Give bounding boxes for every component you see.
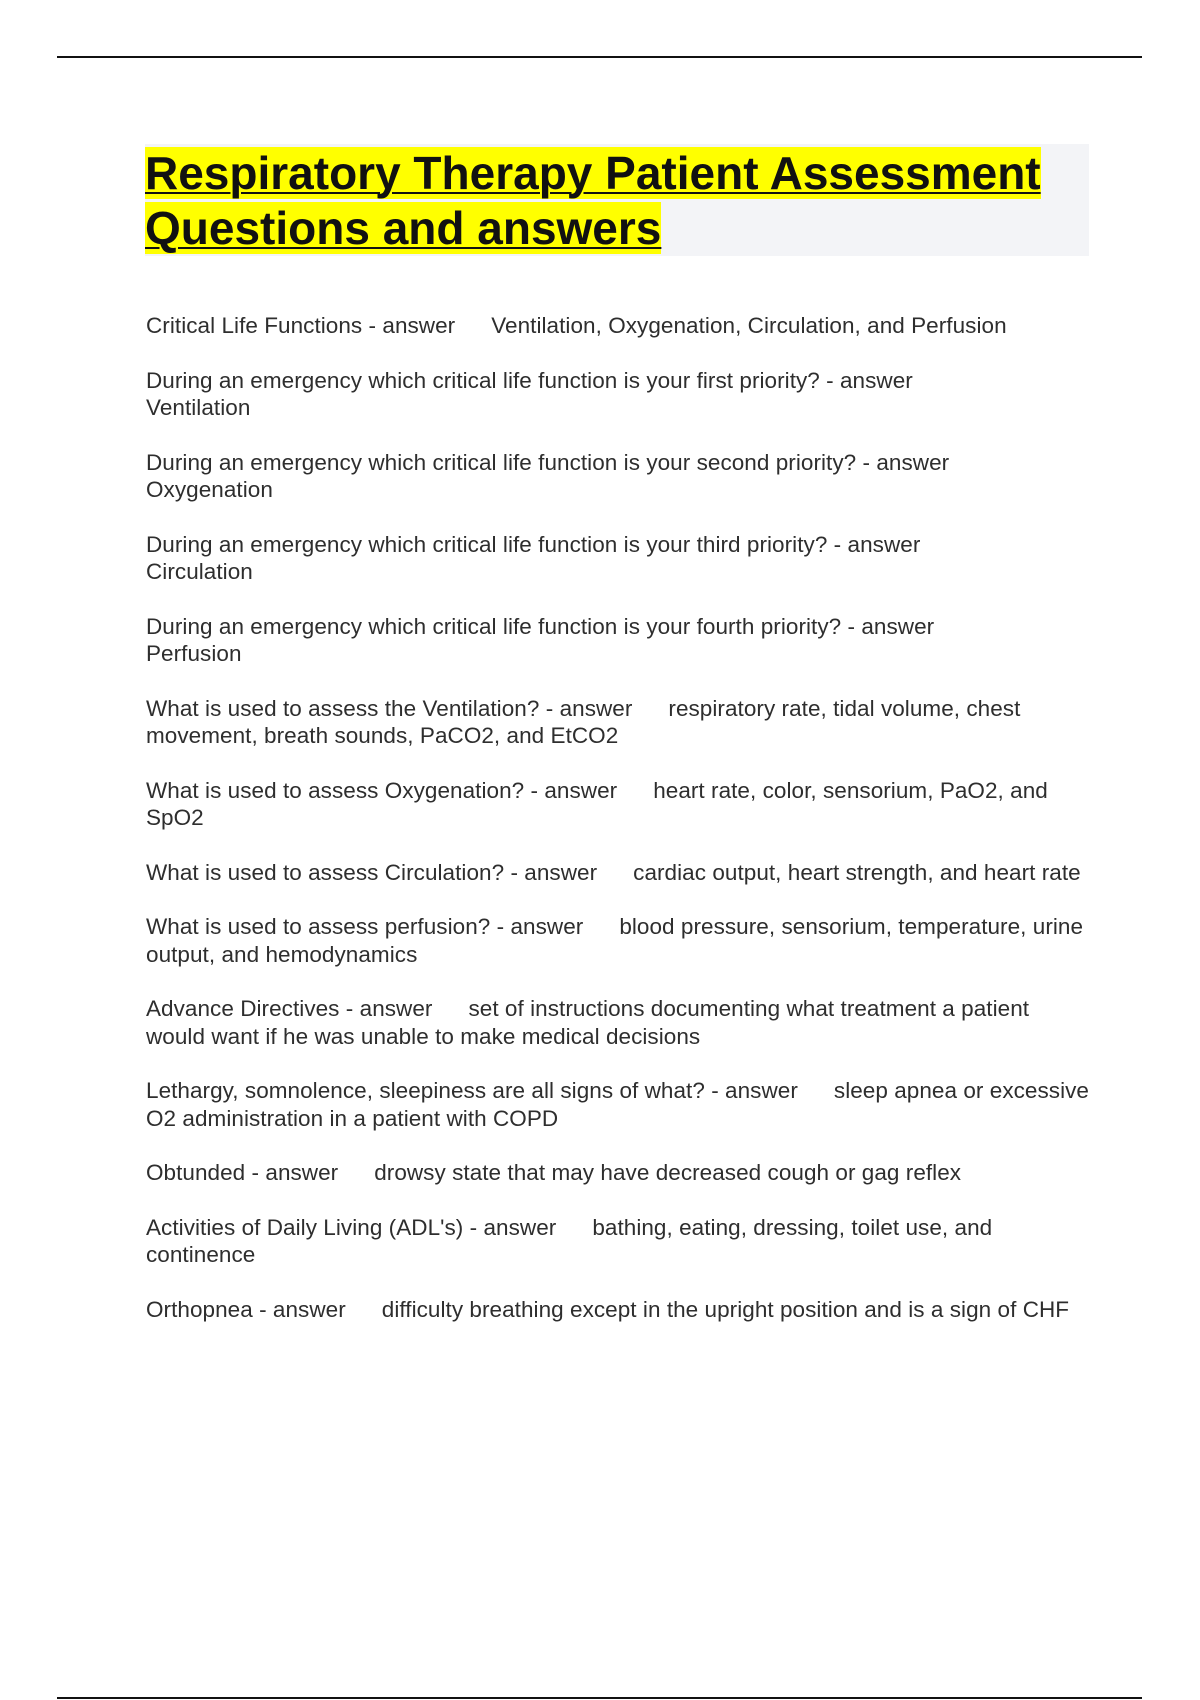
title-line-1: Respiratory Therapy Patient Assessment bbox=[145, 147, 1041, 199]
qa-item bbox=[146, 859, 1091, 887]
answer-text: difficulty breathing except in the upright position and is a sign of CHF bbox=[381, 1296, 1070, 1322]
question-text: During an emergency which critical life function is your third priority? - answer bbox=[146, 531, 921, 557]
answer-text: blood pressure, sensorium, temperature, urine output, and hemodynamics bbox=[146, 914, 1084, 967]
answer-text: Ventilation, Oxygenation, Circulation, and Perfusion bbox=[491, 313, 1007, 338]
answer-text: heart rate, color, sensorium, PaO2, and SpO2 bbox=[146, 777, 1048, 830]
title-line-2: Questions and answers bbox=[145, 202, 662, 254]
question-text: Advance Directives - answer bbox=[146, 996, 433, 1021]
qa-item bbox=[146, 312, 1091, 340]
qa-item bbox=[146, 777, 1091, 832]
bottom-rule bbox=[57, 1697, 1142, 1699]
qa-item bbox=[146, 695, 1091, 750]
answer-text: cardiac output, heart strength, and heart rate bbox=[633, 859, 1081, 885]
question-text: During an emergency which critical life function is your fourth priority? - answer bbox=[146, 613, 935, 639]
question-text: During an emergency which critical life function is your first priority? - answer bbox=[146, 367, 913, 393]
qa-item bbox=[146, 367, 1091, 422]
qa-item bbox=[146, 1077, 1091, 1132]
question-text: What is used to assess perfusion? - answer bbox=[146, 914, 584, 939]
qa-item bbox=[146, 449, 1091, 504]
answer-text: respiratory rate, tidal volume, chest movement, breath sounds, PaCO2, and EtCO2 bbox=[146, 695, 1021, 748]
top-rule bbox=[57, 56, 1142, 58]
answer-text: Ventilation bbox=[146, 395, 251, 420]
answer-text: drowsy state that may have decreased cough or gag reflex bbox=[374, 1160, 962, 1185]
qa-item bbox=[146, 1159, 1091, 1187]
question-text: Obtunded - answer bbox=[146, 1160, 339, 1185]
page-title bbox=[145, 146, 1105, 256]
question-text: Orthopnea - answer bbox=[146, 1296, 346, 1322]
answer-text: Oxygenation bbox=[146, 477, 273, 502]
question-text: Activities of Daily Living (ADL's) - answer bbox=[146, 1214, 557, 1240]
qa-item bbox=[146, 613, 1091, 668]
answer-text: sleep apnea or excessive O2 administration in a patient with COPD bbox=[146, 1078, 1089, 1131]
qa-item bbox=[146, 531, 1091, 586]
question-text: Lethargy, somnolence, sleepiness are all signs of what? - answer bbox=[146, 1078, 798, 1103]
qa-item bbox=[146, 995, 1091, 1050]
qa-item bbox=[146, 1296, 1091, 1324]
qa-item bbox=[146, 1214, 1091, 1269]
qa-list bbox=[146, 312, 1091, 1350]
question-text: What is used to assess Oxygenation? - answer bbox=[146, 777, 618, 803]
answer-text: Perfusion bbox=[146, 641, 242, 666]
question-text: What is used to assess Circulation? - answer bbox=[146, 859, 598, 885]
question-text: During an emergency which critical life function is your second priority? - answer bbox=[146, 449, 950, 475]
question-text: What is used to assess the Ventilation? - answer bbox=[146, 695, 633, 721]
qa-item bbox=[146, 913, 1091, 968]
answer-text: bathing, eating, dressing, toilet use, and continence bbox=[146, 1214, 993, 1267]
answer-text: Circulation bbox=[146, 559, 253, 584]
question-text: Critical Life Functions - answer bbox=[146, 313, 456, 338]
answer-text: set of instructions documenting what treatment a patient would want if he was unable to make medical decisions bbox=[146, 996, 1030, 1049]
